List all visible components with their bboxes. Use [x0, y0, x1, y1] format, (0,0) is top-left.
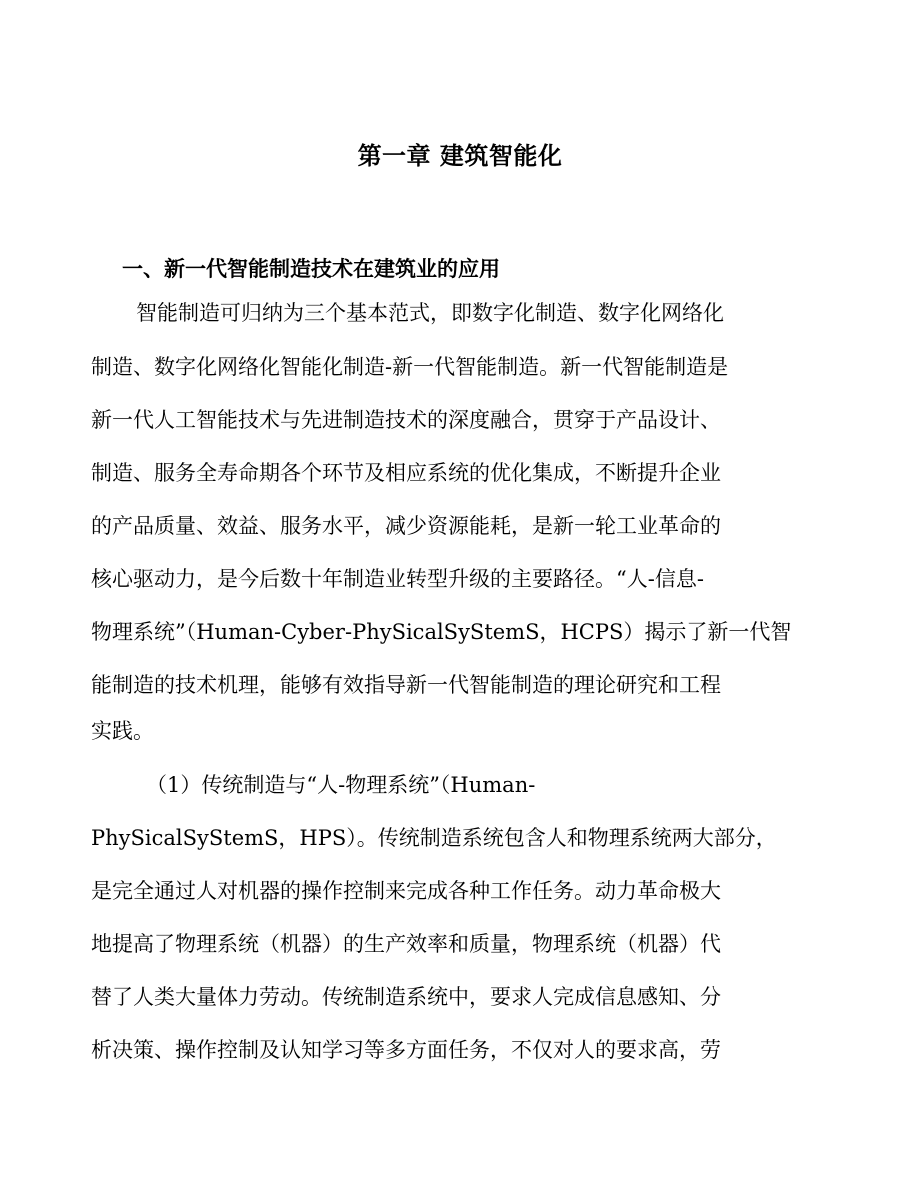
paragraph-1-line: 智能制造可归纳为三个基本范式，即数字化制造、数字化网络化 — [136, 301, 724, 325]
paragraph-1-line: 物理系统”（Human-Cyber-PhySicalSyStemS，HCPS）揭示了新一代智 — [91, 620, 792, 644]
paragraph-2-line: （1）传统制造与“人-物理系统”（Human- — [146, 773, 536, 797]
paragraph-2-line: 替了人类大量体力劳动。传统制造系统中，要求人完成信息感知、分 — [91, 985, 721, 1009]
paragraph-1-line: 制造、数字化网络化智能化制造-新一代智能制造。新一代智能制造是 — [91, 355, 729, 379]
section-heading: 一、新一代智能制造技术在建筑业的应用 — [122, 257, 500, 281]
paragraph-1-line: 实践。 — [91, 719, 154, 743]
paragraph-2-line: 地提高了物理系统（机器）的生产效率和质量，物理系统（机器）代 — [91, 932, 721, 956]
paragraph-1-line: 能制造的技术机理，能够有效指导新一代智能制造的理论研究和工程 — [91, 673, 721, 697]
paragraph-2-line: 是完全通过人对机器的操作控制来完成各种工作任务。动力革命极大 — [91, 879, 721, 903]
paragraph-1-line: 新一代人工智能技术与先进制造技术的深度融合，贯穿于产品设计、 — [91, 408, 721, 432]
paragraph-2-line: 析决策、操作控制及认知学习等多方面任务，不仅对人的要求高，劳 — [91, 1038, 721, 1062]
paragraph-1-line: 的产品质量、效益、服务水平，减少资源能耗，是新一轮工业革命的 — [91, 514, 721, 538]
paragraph-2-line: PhySicalSyStemS，HPS）。传统制造系统包含人和物理系统两大部分， — [91, 826, 777, 850]
paragraph-1-line: 制造、服务全寿命期各个环节及相应系统的优化集成，不断提升企业 — [91, 461, 721, 485]
paragraph-1-line: 核心驱动力，是今后数十年制造业转型升级的主要路径。“人-信息- — [91, 567, 704, 591]
chapter-title: 第一章 建筑智能化 — [357, 142, 563, 170]
